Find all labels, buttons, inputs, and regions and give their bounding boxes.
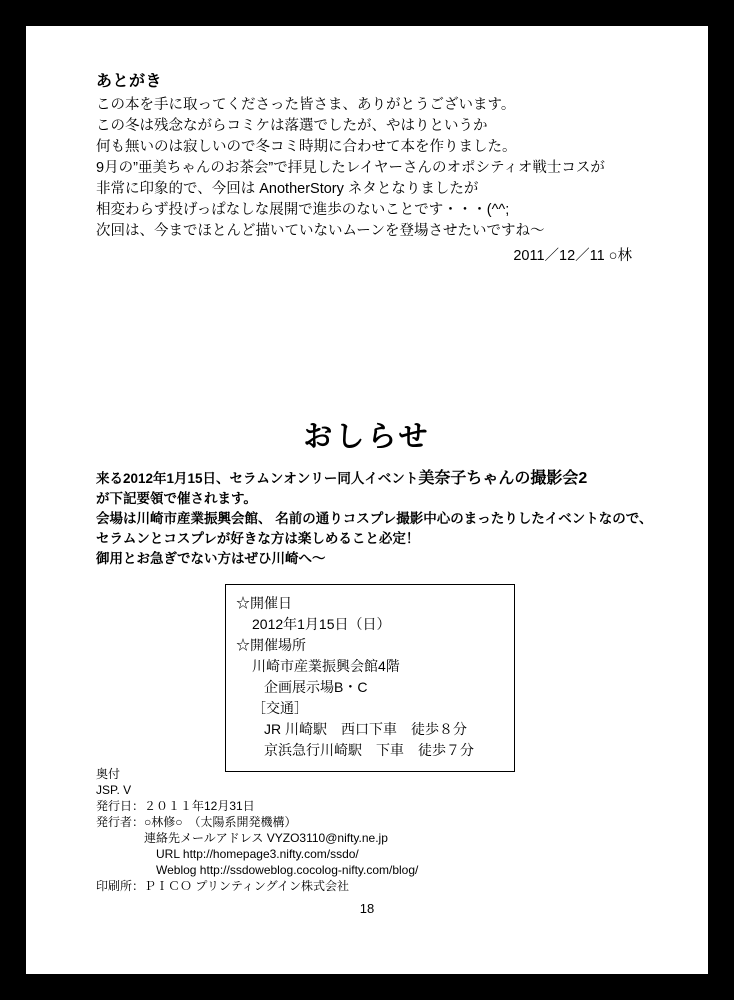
event-info-line: 企画展示場B・C [264,679,368,695]
notice-line: が下記要領で催されます。 [96,491,257,506]
event-info-line: 京浜急行川崎駅 下車 徒歩７分 [264,742,474,758]
event-info-line: 2012年1月15日（日） [252,616,391,632]
event-info-box [225,584,515,772]
colophon-line: Weblog http://ssdoweblog.cocolog-nifty.com/blog/ [156,863,419,877]
notice-heading: おしらせ [303,421,431,453]
notice-line-prefix: 来る2012年1月15日、セラムンオンリー同人イベント [96,471,419,486]
afterword-line: 相変わらず投げっぱなしな展開で進歩のないことです・・・(^^; [96,202,510,218]
event-info-line: 川崎市産業振興会館4階 [252,658,400,674]
notice-section [26,414,708,569]
colophon-line: 奥付 [96,767,121,781]
afterword-line: 非常に印象的で、今回は AnotherStory ネタとなりましたが [96,181,479,197]
notice-line: 会場は川崎市産業振興会館、 名前の通りコスプレ撮影中心のまったりしたイベントなので、 [96,511,653,526]
afterword-line: 次回は、今までほとんど描いていないムーンを登場させたいですね～ [96,223,545,239]
afterword-line: 何も無いのは寂しいので冬コミ時期に合わせて本を作りました。 [96,139,517,155]
colophon-line: 連絡先メールアドレス VYZO3110@nifty.ne.jp [144,831,388,845]
colophon-line: 発行日：２０１１年12月31日 [96,799,255,813]
notice-event-name: 美奈子ちゃんの撮影会2 [418,470,588,487]
notice-line-event [96,469,676,489]
colophon-section [96,766,656,894]
afterword-title: あとがき [96,73,163,90]
notice-body [96,469,676,569]
afterword-section [96,68,656,267]
colophon-line: JSP. V [96,783,132,797]
event-info-line: ［交通］ [252,700,308,716]
notice-line: 御用とお急ぎでない方はぜひ川崎へ～ [96,551,326,566]
event-info-line: JR 川崎駅 西口下車 徒歩８分 [264,721,467,737]
colophon-line: 印刷所：ＰＩＣＯ プリンティングイン株式会社 [96,879,350,893]
event-info-line: ☆開催日 [236,595,292,611]
colophon-line: 発行者：○林修○ （太陽系開発機構） [96,815,297,829]
afterword-line: 9月の”亜美ちゃんのお茶会”で拝見したレイヤーさんのオポシティオ戦士コスが [96,160,605,176]
colophon-line: URL http://homepage3.nifty.com/ssdo/ [156,847,359,861]
notice-line: セラムンとコスプレが好きな方は楽しめること必定！ [96,531,420,546]
afterword-line: この本を手に取ってくださった皆さま、ありがとうございます。 [96,97,516,113]
page-number: 18 [359,901,375,916]
afterword-signature: 2011／12／11 ○林 [513,248,632,264]
afterword-line: この冬は残念ながらコミケは落選でしたが、やはりというか [96,118,488,134]
document-page [26,26,708,974]
event-info-line: ☆開催場所 [236,637,306,653]
